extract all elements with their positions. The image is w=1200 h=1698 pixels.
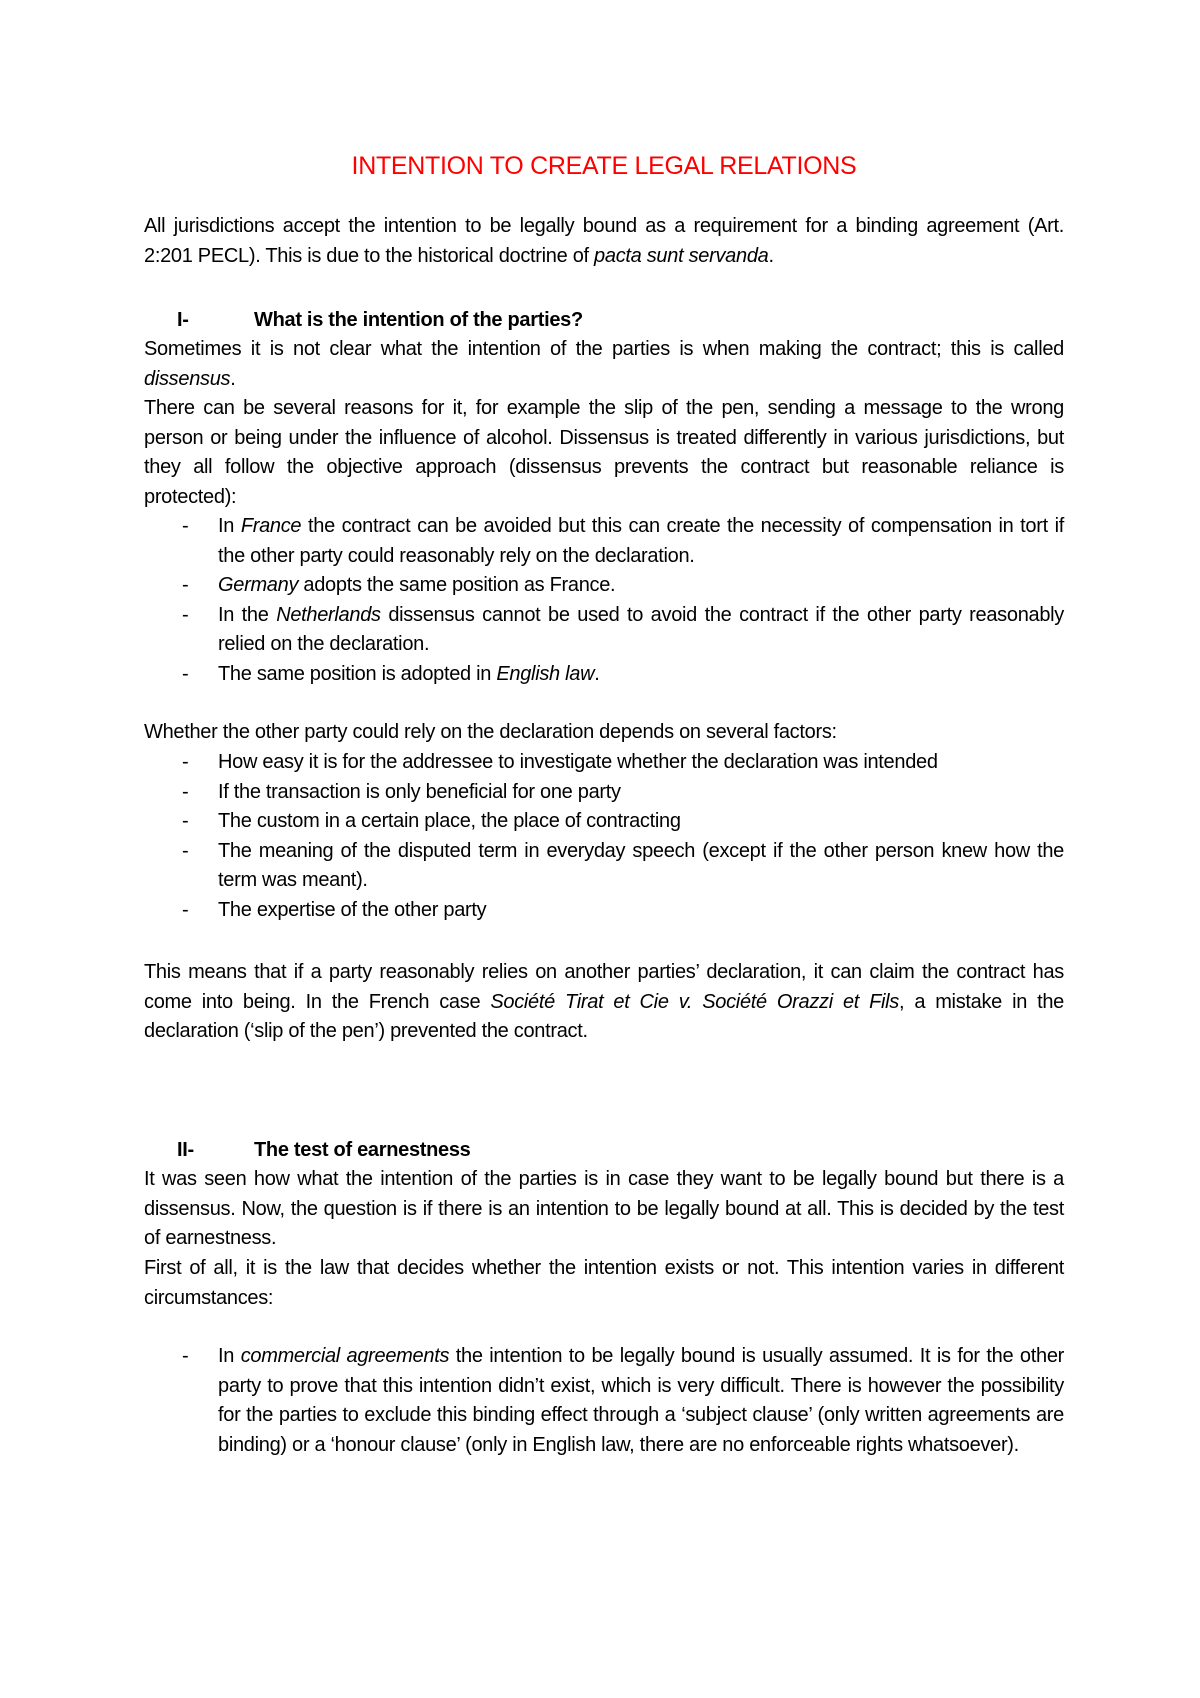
section-2-title: The test of earnestness [254, 1139, 471, 1161]
section-1-paragraph-1 [144, 335, 1064, 394]
list-item: - The same position is adopted in English law. [182, 662, 600, 685]
section-2-number: II- [177, 1139, 194, 1161]
section-1-paragraph-3: Whether the other party could rely on the declaration depends on several factors: [144, 721, 837, 743]
intro-end: . [768, 244, 774, 267]
list-item: - In commercial agreements the intention to be legally bound is usually assumed. It is for the other party to prove that this intention didn’t exist, which is very difficult. There is however the possibility for the parties to exclude this binding effect through a ‘subject clause’ (only written agreements are binding) or a ‘honour clause’ (only in English law, there are no enforceable rights whatsoever). [182, 1345, 1064, 1456]
intro-text: All jurisdictions accept the intention to be legally bound as a requirement for a binding agreement (Art. 2:201 PECL). This is due to the historical doctrine of [144, 215, 1064, 267]
section-2-paragraph-1: It was seen how what the intention of the parties is in case they want to be legally bound but there is a dissensus. Now, the question is if there is an intention to be legally bound at all. This is decided by the test of earnestness. [144, 1168, 1064, 1249]
section-1-paragraph-2: There can be several reasons for it, for example the slip of the pen, sending a message to the wrong person or being under the influence of alcohol. Dissensus is treated differently in various jurisdictions, but they all follow the objective approach (dissensus prevents the contract but reasonable reliance is protected): [144, 397, 1064, 508]
section-1-title: What is the intention of the parties? [254, 309, 583, 331]
list-item: - The custom in a certain place, the place of contracting [182, 810, 681, 832]
list-item: - If the transaction is only beneficial for one party [182, 780, 621, 803]
factors-list [144, 748, 1064, 925]
s1-p1-text: Sometimes it is not clear what the intention of the parties is when making the contract; this is called [144, 338, 1064, 360]
section-2-paragraph-2: First of all, it is the law that decides whether the intention exists or not. This intention varies in different circumstances: [144, 1257, 1064, 1309]
list-item: - In the Netherlands dissensus cannot be used to avoid the contract if the other party reasonably relied on the declaration. [182, 603, 1065, 655]
s1-p1-italic: dissensus [144, 367, 231, 390]
list-item: - In France the contract can be avoided but this can create the necessity of compensation in tort if the other party could reasonably rely on the declaration. [182, 515, 1064, 567]
s1-p1-end: . [230, 367, 236, 390]
document-title: INTENTION TO CREATE LEGAL RELATIONS [351, 152, 857, 180]
list-item: - The expertise of the other party [182, 898, 487, 921]
section-1-paragraph-4: This means that if a party reasonably relies on another parties’ declaration, it can claim the contract has come into being. In the French case Société Tirat et Cie v. Société Orazzi et Fils, a mistake in the declaration (‘slip of the pen’) prevented the contract. [144, 961, 1064, 1042]
intro-paragraph [144, 212, 1064, 271]
intro-italic: pacta sunt servanda [594, 244, 769, 267]
list-item: - How easy it is for the addressee to investigate whether the declaration was intended [182, 751, 938, 773]
circumstances-list [144, 1342, 1064, 1460]
jurisdiction-list [144, 512, 1064, 689]
section-1-number: I- [177, 309, 189, 331]
list-item: - Germany adopts the same position as France. [182, 574, 616, 596]
list-item: - The meaning of the disputed term in everyday speech (except if the other person knew how the term was meant). [182, 839, 1064, 891]
